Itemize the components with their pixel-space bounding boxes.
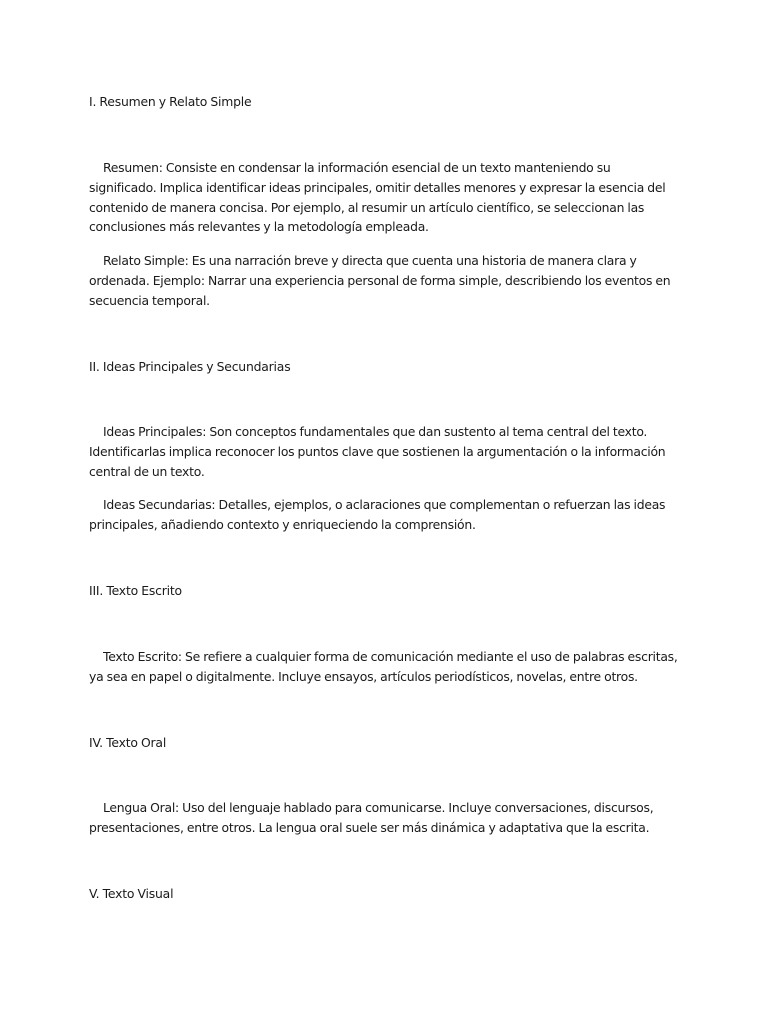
paragraph-ideas-principales: Ideas Principales: Son conceptos fundamentales que dan sustento al tema central del texto. Identificarlas implica reconocer los puntos clave que sostienen la argumentación o la información central de un texto. <box>89 424 666 479</box>
section-heading-3: III. Texto Escrito <box>89 583 182 598</box>
section-heading-2: II. Ideas Principales y Secundarias <box>89 359 291 374</box>
section-heading-1: I. Resumen y Relato Simple <box>89 94 252 109</box>
paragraph-ideas-secundarias: Ideas Secundarias: Detalles, ejemplos, o aclaraciones que complementan o refuerzan las ideas principales, añadiendo contexto y enriqueciendo la comprensión. <box>89 497 666 532</box>
paragraph-texto-escrito: Texto Escrito: Se refiere a cualquier forma de comunicación mediante el uso de palabras escritas, ya sea en papel o digitalmente. Incluye ensayos, artículos periodísticos, novelas, entre otros. <box>89 649 678 684</box>
section-heading-4: IV. Texto Oral <box>89 735 167 750</box>
section-heading-5: V. Texto Visual <box>89 886 174 901</box>
paragraph-resumen: Resumen: Consiste en condensar la información esencial de un texto manteniendo su significado. Implica identificar ideas principales, omitir detalles menores y expresar la esencia del contenido de manera concisa. Por ejemplo, al resumir un artículo científico, se seleccionan las conclusiones más relevantes y la metodología empleada. <box>89 160 666 235</box>
paragraph-lengua-oral: Lengua Oral: Uso del lenguaje hablado para comunicarse. Incluye conversaciones, discursos, presentaciones, entre otros. La lengua oral suele ser más dinámica y adaptativa que la escrita. <box>89 800 654 835</box>
paragraph-relato-simple: Relato Simple: Es una narración breve y directa que cuenta una historia de manera clara y ordenada. Ejemplo: Narrar una experiencia personal de forma simple, describiendo los eventos en secuencia temporal. <box>89 253 671 308</box>
